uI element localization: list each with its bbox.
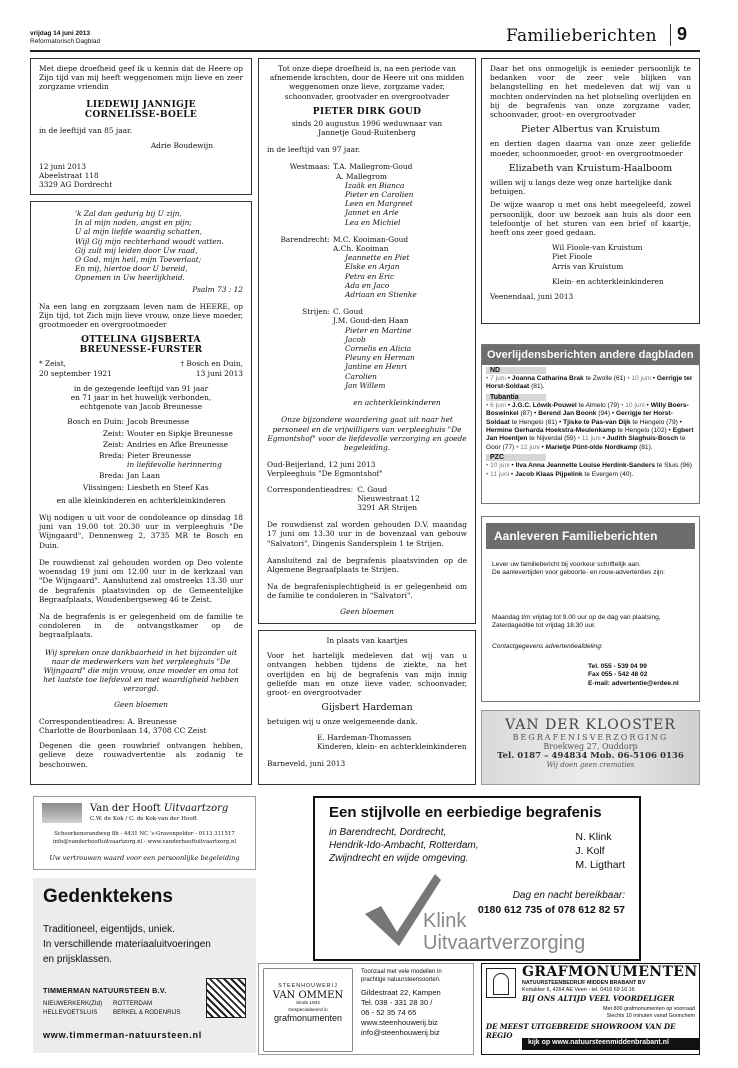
thanks-text: Daar het ons onmogelijk is eenieder persoonlijk te bedanken voor de zeer vele blijken van belangstelling en het medeleven dat wij van u mochten ondervinden na het plotseling overlijden en bij de begrafenis van onze zorgzame vader, schoonvader, groot- en overgrootvader — [490, 64, 691, 120]
phone-numbers: 0180 612 735 of 078 612 82 57 — [477, 904, 625, 916]
company-web[interactable]: info@vanderhooftuitvaartzorg.nl - www.vanderhooftuitvaartzorg.nl — [52, 839, 237, 845]
availability: Dag en nacht bereikbaar: — [512, 890, 625, 901]
logo-frame: STEENHOUWERIJ VAN OMMEN Sinds 1932 Gespecialiseerd in grafmonumenten — [263, 968, 353, 1052]
place-date: Barneveld, juni 2013 — [267, 759, 346, 769]
logo-image — [42, 803, 82, 823]
psalm-reference: Psalm 73 : 12 — [192, 284, 243, 294]
card-title: In plaats van kaartjes — [326, 636, 408, 645]
correspondence-address: Correspondentieadres: A. Breunesse Charlotte de Bourbonlaan 14, 3708 CC Zeist — [39, 716, 207, 735]
company-address: Kortakker 6, 4264 AE Veen - tel. 0416 69 16 16 — [522, 987, 635, 993]
source-pzc: PZC — [486, 454, 546, 461]
deadline-line-2: Zaterdageditie tot vrijdag 18.30 uur. — [492, 622, 596, 630]
ad-text: Traditioneel, eigentijds, uniek. In verschillende materiaaluitvoeringen en prijsklassen. — [43, 924, 211, 965]
company-sub: BEGRAFENISVERZORGING — [512, 733, 669, 742]
deceased-name: LIEDEWIJ JANNIGJE CORNELISSE-BOELE — [84, 99, 198, 120]
great-grandchildren: en achterkleinkinderen — [353, 398, 441, 408]
company-slogan: Uw vertrouwen waard voor een persoonlijke begeleiding — [49, 854, 240, 862]
company-name: Van der Hooft Uitvaartzorg — [90, 803, 229, 814]
ad-gedenktekens — [33, 878, 256, 1053]
service-info: De rouwdienst zal worden gehouden D.V. maandag 17 juni om 13.30 uur in de bovenzaal van gebouw "Salvatori", Dingenis Sandersplein 1 te Strijen. — [267, 520, 467, 548]
submission-info — [481, 516, 700, 702]
ad-people: N. Klink J. Kolf M. Ligthart — [575, 831, 625, 871]
notice-intro: Na een lang en zorgzaam leven nam de HEERE, op Zijn tijd, tot Zich mijn lieve vrouw, onze lieve moeder, grootmoeder en overgrootmoeder — [39, 301, 243, 330]
company-slogan: Wij doen geen crematies — [546, 761, 635, 769]
deadline-line-1: Maandag t/m vrijdag tot 9.00 uur op de dag van plaatsing, — [492, 613, 661, 621]
ad-notes: Met 800 grafmonumenten op voorraad Slechts 10 minuten vanaf Gorinchem — [603, 1006, 695, 1019]
page-header-meta — [30, 30, 100, 46]
locations: NIEUWERKERK(ZId) ROTTERDAM HELLEVOETSLUIS BERKEL & RODENRIJS — [43, 1000, 181, 1016]
brand-sub: Uitvaartverzorging — [423, 932, 586, 954]
company-name: VAN DER KLOOSTER — [505, 717, 676, 733]
birth-death-dates: * Zeist, 20 september 1921 † Bosch en Duin, 13 juni 2013 — [39, 359, 243, 378]
signers: Wil Fioole-van Kruistum Piet Fioole Arris van Kruistum Klein- en achterkleinkinderen — [552, 243, 664, 286]
no-flowers: Geen bloemen — [340, 606, 394, 616]
notice-signer: Adrie Boudewijn — [150, 140, 213, 150]
section-header: Overlijdensberichten andere dagbladen — [482, 345, 699, 365]
page-number: 9 — [670, 24, 700, 46]
deceased-name: Gijsbert Hardeman — [321, 702, 413, 714]
ad-text: Toonzaal met vele modellen in prachtige natuursteensoorten. Gildestraat 22, Kampen Tel. 038 - 331 28 30 / 06 - 52 35 74 65 www.steenhouwerij.biz info@steenhouwerij.biz — [361, 969, 442, 1037]
ad-van-ommen — [258, 963, 474, 1055]
deceased-name-1: Pieter Albertus van Kruistum — [521, 124, 660, 136]
paper-name: Reformatorisch Dagblad — [30, 38, 101, 45]
condolence-info: Na de begrafenisplechtigheid is er gelegenheid om de familie te condoleren in "Salvatori". — [267, 582, 467, 601]
company-name: TIMMERMAN NATUURSTEEN B.V. — [43, 986, 167, 995]
company-phone: Tel. 0187 – 494834 Mob. 06-5106 0136 — [497, 751, 684, 761]
ad-places: in Barendrecht, Dordrecht, Hendrik-Ido-Ambacht, Rotterdam, Zwijndrecht en wijde omgeving. — [329, 827, 479, 864]
ad-van-der-hooft — [33, 796, 256, 870]
contact-fax: Fax 055 - 542 48 02 — [588, 671, 648, 679]
family-list: Bosch en Duin: Jacob Breunesse Zeist: Wouter en Sipkje Breunesse Zeist: Andries en Afke Breunesse Breda: Pieter Breunesse in liefdevolle herinnering Breda: Jan Laan Vlissingen: Liesbeth en Steef Kas — [67, 417, 233, 492]
company-web[interactable]: kijk op www.natuursteenmiddenbrabant.nl — [522, 1038, 699, 1050]
company-address: Broekweg 27, Ouddorp — [543, 742, 638, 751]
family-list: Westmaas: T.A. Mallegrom-Goud A. Mallegrom Izaäk en Bianca Pieter en Carolien Leen en Margreet Jannet en Arie Lea en Michiel Barendrecht: M.C. Kooiman-Goud A.Ch. Kooiman Jeannette en Piet Elske en Arjan Petra en Eric Ada en Jaco Adriaan en Stienke Strijen: C. Goud J.M. Goud-den Haan Pieter en Martine Jacob Cornelis en Alicia Pleuny en Herman Jantine en Henri Carolien Jan Willem — [280, 162, 417, 390]
pzc-entries: • 10 juni • Ilva Anna Jeannette Louise Herdink-Sanders te Sluis (96) • 11 juni • Jacob Klaas Pijpelink te Evergem (40). — [486, 462, 692, 478]
logo-monument-icon — [486, 968, 516, 998]
notice-age: in de leeftijd van 97 jaar. — [267, 145, 361, 155]
service-info: De rouwdienst zal gehouden worden op Deo volente woensdag 19 juni om 12.00 uur in de kerkzaal van "De Wijngaard". Aansluitend zal omstreeks 13.30 uur de begrafenis plaatsvinden op de Gemeentelijke Begraafplaats, Woudenbergseweg 46 te Zeist. — [39, 557, 243, 604]
thanks-text: Onze bijzondere waardering gaat uit naar het personeel en de vrijwilligers van verpleeghuis "De Egmontshof" voor de liefdevolle verzorging en goede begeleiding. — [267, 415, 467, 452]
ad-slogan: BIJ ONS ALTIJD VEEL VOORDELIGER — [522, 994, 675, 1003]
ad-title: Gedenktekens — [43, 886, 173, 907]
company-people: C.W. de Kok / C. de Kok-van der Hooft — [90, 816, 198, 822]
condolence-info: Wij nodigen u uit voor de condoleance op dinsdag 18 juni van 19.00 tot 20.30 uur in verpleeghuis "De Wijngaard", Dennenweg 2, 3735 MR te Bosch en Duin. — [39, 513, 243, 550]
correspondence-address: Correspondentieadres: C. Goud Nieuwestraat 12 3291 AR Strijen — [267, 484, 420, 512]
header-rule — [30, 50, 700, 52]
source-nd: ND — [486, 367, 546, 374]
thank-you-kruistum — [481, 58, 700, 324]
ad-title: GRAFMONUMENTEN — [522, 964, 698, 980]
notice-intro: Tot onze diepe droefheid is, na een periode van afnemende krachten, door de Heere uit ons midden weggenomen onze lieve, zorgzame vader, schoonvader, grootvader en overgrootvader — [269, 64, 465, 101]
psalm-verse: 'k Zal dan gedurig bij U zijn, In al mijn noden, angst en pijn; U al mijn liefde waardig schatten, Wijl Gij mijn rechterhand woudt vatten. Gij zult mij leiden door Uw raad, O God, mijn heil, mijn Toeverlaat; En mij, hiertoe door U bereid, Opnemen in Uw heerlijkheid. — [75, 209, 224, 283]
submission-line-2: De aanlevertijden voor geboorte- en rouw-advertenties zijn: — [492, 569, 665, 577]
place-date: Oud-Beijerland, 12 juni 2013 Verpleeghuis "De Egmontshof" — [267, 460, 383, 479]
section-title: Familieberichten — [506, 26, 657, 46]
thanks-line: willen wij u langs deze weg onze hartelijke dank betuigen. — [490, 178, 672, 197]
deceased-name: PIETER DIRK GOUD — [312, 106, 422, 117]
contact-heading: Contactgegevens advertentieafdeling: — [492, 642, 603, 650]
notice-age: in de leeftijd van 85 jaar. — [39, 125, 133, 135]
contact-email[interactable]: E-mail: advertentie@erdee.nl — [588, 679, 679, 687]
logo-block-icon — [206, 978, 246, 1018]
death-notice-goud — [258, 58, 476, 624]
signers: E. Hardeman-Thomassen Kinderen, klein- en achterkleinkinderen — [317, 732, 467, 751]
ad-title: Een stijlvolle en eerbiedige begrafenis — [329, 804, 602, 821]
company-name: NATUURSTEENBEDRIJF MIDDEN BRABANT BV — [522, 980, 646, 986]
contact-phone: Tel. 055 - 539 04 99 — [588, 663, 647, 671]
widower-info: sinds 20 augustus 1996 weduwnaar van Jannetje Goud-Ruitenberg — [291, 118, 443, 138]
no-letter-note: Degenen die geen rouwbrief ontvangen hebben, gelieve deze rouwadvertentie als zodanig te beschouwen. — [39, 741, 243, 769]
burial-info: Aansluitend zal de begrafenis plaatsvinden op de Algemene Begraafplaats te Strijen. — [267, 555, 467, 574]
submission-line-1: Lever uw familiebericht bij voorkeur schriftelijk aan. — [492, 561, 641, 568]
death-notice-breunesse — [30, 201, 252, 785]
place-date: Veenendaal, juni 2013 — [490, 292, 574, 302]
thanks-text: Wij spreken onze dankbaarheid in het bijzonder uit naar de medewerkers van het verpleeghuis "De Wijngaard" die mijn vrouw, onze moeder en oma tot het laatste toe liefdevol en met waardigheid hebben verzorgd. — [43, 647, 239, 694]
other-papers-notices — [481, 344, 700, 504]
company-web[interactable]: www.timmerman-natuursteen.nl — [43, 1030, 203, 1040]
brand-name: Klink — [423, 910, 467, 932]
ad-van-der-klooster — [481, 710, 700, 785]
grandchildren-line: en alle kleinkinderen en achterkleinkinderen — [56, 495, 226, 505]
nd-entries: • 7 juni • Joanna Catharina Brak te Zwolle (61) • 10 juni • Gerrigje ter Horst-Soldaat (81). — [486, 375, 693, 391]
thanks-text: Voor het hartelijk medeleven dat wij van u ontvangen hebben tijdens de ziekte, na het overlijden en bij de begrafenis van mijn innig geliefde man en onze lieve vader, schoonvader, groot- en overgrootvader — [267, 651, 467, 698]
source-tubantia: Tubantia — [486, 394, 546, 401]
deceased-name-2: Elizabeth van Kruistum-Haalboom — [508, 162, 673, 174]
deceased-name: OTTELINA GIJSBERTA BREUNESSE-FURSTER — [79, 335, 203, 356]
showroom-line: DE MEEST UITGEBREIDE SHOWROOM VAN DE REGIO — [486, 1022, 676, 1040]
company-address: Schoorkensrandweg 8b - 4431 NC 's-Gravenpolder - 0113 311517 — [54, 831, 235, 837]
burial-info: Na de begrafenis is er gelegenheid om de familie te condoleren in de ontvangstkamer op de begraafplaats. — [39, 611, 243, 640]
ad-klink — [313, 796, 641, 961]
issue-date: vrijdag 14 juni 2013 — [30, 30, 90, 37]
ad-midden-brabant — [481, 963, 700, 1055]
thanks-detail: De wijze waarop u met ons hebt meegeleefd, zowel persoonlijk, door uw bezoek aan huis als door een telefoontje of het sturen van een brief of kaartje, heeft ons zeer goed gedaan. — [490, 200, 691, 238]
thanks-line: betuigen wij u onze welgemeende dank. — [267, 717, 418, 727]
tubantia-entries: • 6 juni • J.G.C. Löwik-Pouwel te Almelo (79) • 10 juni • Willy Boers-Boswinkel (87) • Berend Jan Boonk (94) • Gerrigje ter Horst-Soldaat te Hengelo (81) • Tjiske te Pas-van Dijk te Hengelo (79) • Hermine Gerharda Hoekstra-Meulenkamp te Hengelo (102) • Egbert Jan Hoentjen te Nijverdal (59) • 11 juni • Judith Slaghuis-Bosch te Goor (77) • 12 juni • Marietje Pünt-olde Nordkamp (81). — [486, 401, 694, 451]
thank-you-hardeman — [258, 630, 476, 785]
notice-intro: Met diepe droefheid geef ik u kennis dat de Heere op Zijn tijd van mij heeft weggenomen mijn lieve en zeer zorgzame vriendin — [39, 64, 243, 92]
age-info: in de gezegende leeftijd van 91 jaar en 71 jaar in het huwelijk verbonden, echtgenote van Jacob Breunesse — [70, 383, 212, 412]
death-notice-cornelisse — [30, 58, 252, 195]
thanks-mid: en dertien dagen daarna van onze zeer geliefde moeder, schoonmoeder, groot- en overgrootmoeder — [490, 139, 691, 158]
section-header: Aanleveren Familieberichten — [486, 523, 695, 549]
notice-address: 12 juni 2013 Abeelstraat 118 3329 AG Dordrecht — [39, 162, 113, 190]
no-flowers: Geen bloemen — [114, 699, 168, 709]
